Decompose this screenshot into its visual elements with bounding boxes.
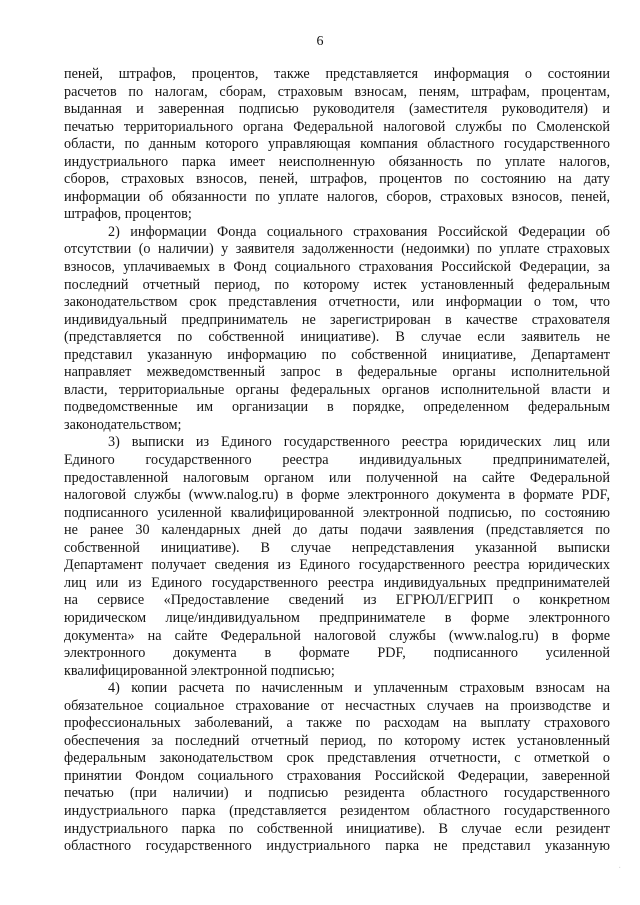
text-line: выданная и заверенная подписью руководителя (заместителя руководителя) и xyxy=(64,101,610,118)
text-line: направляет межведомственный запрос в федеральные органы исполнительной xyxy=(64,364,610,381)
text-line: информации об обязанности по уплате налогов, сборов, страховых взносов, пеней, xyxy=(64,188,610,205)
text-line: отсутствии (о наличии) у заявителя задолженности (недоимки) по уплате страховых xyxy=(64,241,610,258)
text-line: власти, территориальные органы федеральных органов исполнительной власти и xyxy=(64,381,610,398)
text-line: документа» на сайте Федеральной налоговой службы (www.nalog.ru) в форме xyxy=(64,627,610,644)
text-line: законодательством срок представления отчетности, или информации о том, что xyxy=(64,294,610,311)
text-line: индустриального парка имеет неисполненную обязанность по уплате налогов, xyxy=(64,153,610,170)
text-line: подписанного усиленной квалифицированной электронной подписью, по состоянию xyxy=(64,504,610,521)
text-line: лиц или из Единого государственного реестра индивидуальных предпринимателей xyxy=(64,574,610,591)
page-number: 6 xyxy=(316,34,324,49)
text-line: подведомственные им организации в порядке, определенном федеральным xyxy=(64,399,610,416)
text-line: 4) копии расчета по начисленным и уплаченным страховым взносам на xyxy=(108,680,610,697)
text-line: печатью (при наличии) и подписью резидента областного государственного xyxy=(64,785,610,802)
text-line: индустриального парка по собственной инициативе). В случае если резидент xyxy=(64,820,610,837)
text-line: пеней, штрафов, процентов, также представляется информация о состоянии xyxy=(64,66,610,82)
text-line: 3) выписки из Единого государственного реестра юридических лиц или xyxy=(108,434,610,451)
text-line: сборов, страховых взносов, пеней, штрафов, процентов по состоянию на дату xyxy=(64,171,610,188)
text-line: федеральным законодательством срок представления отчетности, с отметкой о xyxy=(64,750,610,767)
text-line: квалифицированной электронной подписью; xyxy=(64,662,335,679)
text-line: 2) информации Фонда социального страхования Российской Федерации об xyxy=(108,223,610,240)
text-line: областного государственного индустриального парка не представил указанную xyxy=(64,838,610,855)
scan-artifact-icon: · xyxy=(618,863,622,874)
text-line: Департамент получает сведения из Единого государственного реестра юридических xyxy=(64,557,610,574)
text-line: последний отчетный период, по которому истек установленный федеральным xyxy=(64,276,610,293)
text-line: расчетов по налогам, сборам, страховым взносам, пеням, штрафам, процентам, xyxy=(64,83,610,100)
text-line: на сервисе «Предоставление сведений из ЕГРЮЛ/ЕГРИП о конкретном xyxy=(64,592,610,609)
document-body xyxy=(64,66,610,856)
text-line: области, по данным которого управляющая компания областного государственного xyxy=(64,136,610,153)
text-line: налоговой службы (www.nalog.ru) в форме электронного документа в формате PDF, xyxy=(64,487,610,504)
text-line: принятии Фондом социального страхования Российской Федерации, заверенной xyxy=(64,767,610,784)
text-line: обязательное социальное страхование от несчастных случаев на производстве и xyxy=(64,697,610,714)
text-line: индивидуальный предприниматель не зарегистрирован в качестве страхователя xyxy=(64,311,610,328)
text-line: предоставленной налоговым органом или полученной на сайте Федеральной xyxy=(64,469,610,486)
text-line: взносов, уплачиваемых в Фонд социального страхования Российской Федерации, за xyxy=(64,259,610,276)
text-line: профессиональных заболеваний, а также по расходам на выплату страхового xyxy=(64,715,610,732)
text-line: законодательством; xyxy=(64,416,182,433)
text-line: представил указанную информацию по собственной инициативе, Департамент xyxy=(64,346,610,363)
text-line: юридическом лице/индивидуальном предпринимателе в форме электронного xyxy=(64,609,610,626)
text-line: штрафов, процентов; xyxy=(64,206,192,223)
text-line: электронного документа в формате PDF, подписанного усиленной xyxy=(64,645,610,662)
text-line: печатью территориального органа Федеральной налоговой службы по Смоленской xyxy=(64,118,610,135)
text-line: собственной инициативе). В случае непредставления указанной выписки xyxy=(64,539,610,556)
text-line: не ранее 30 календарных дней до даты подачи заявления (представляется по xyxy=(64,522,610,539)
text-line: обеспечения за последний отчетный период, по которому истек установленный xyxy=(64,732,610,749)
text-line: Единого государственного реестра индивидуальных предпринимателей, xyxy=(64,452,610,469)
text-line: (представляется по собственной инициативе). В случае если заявитель не xyxy=(64,329,610,346)
text-line: индустриального парка (представляется резидентом областного государственного xyxy=(64,802,610,819)
